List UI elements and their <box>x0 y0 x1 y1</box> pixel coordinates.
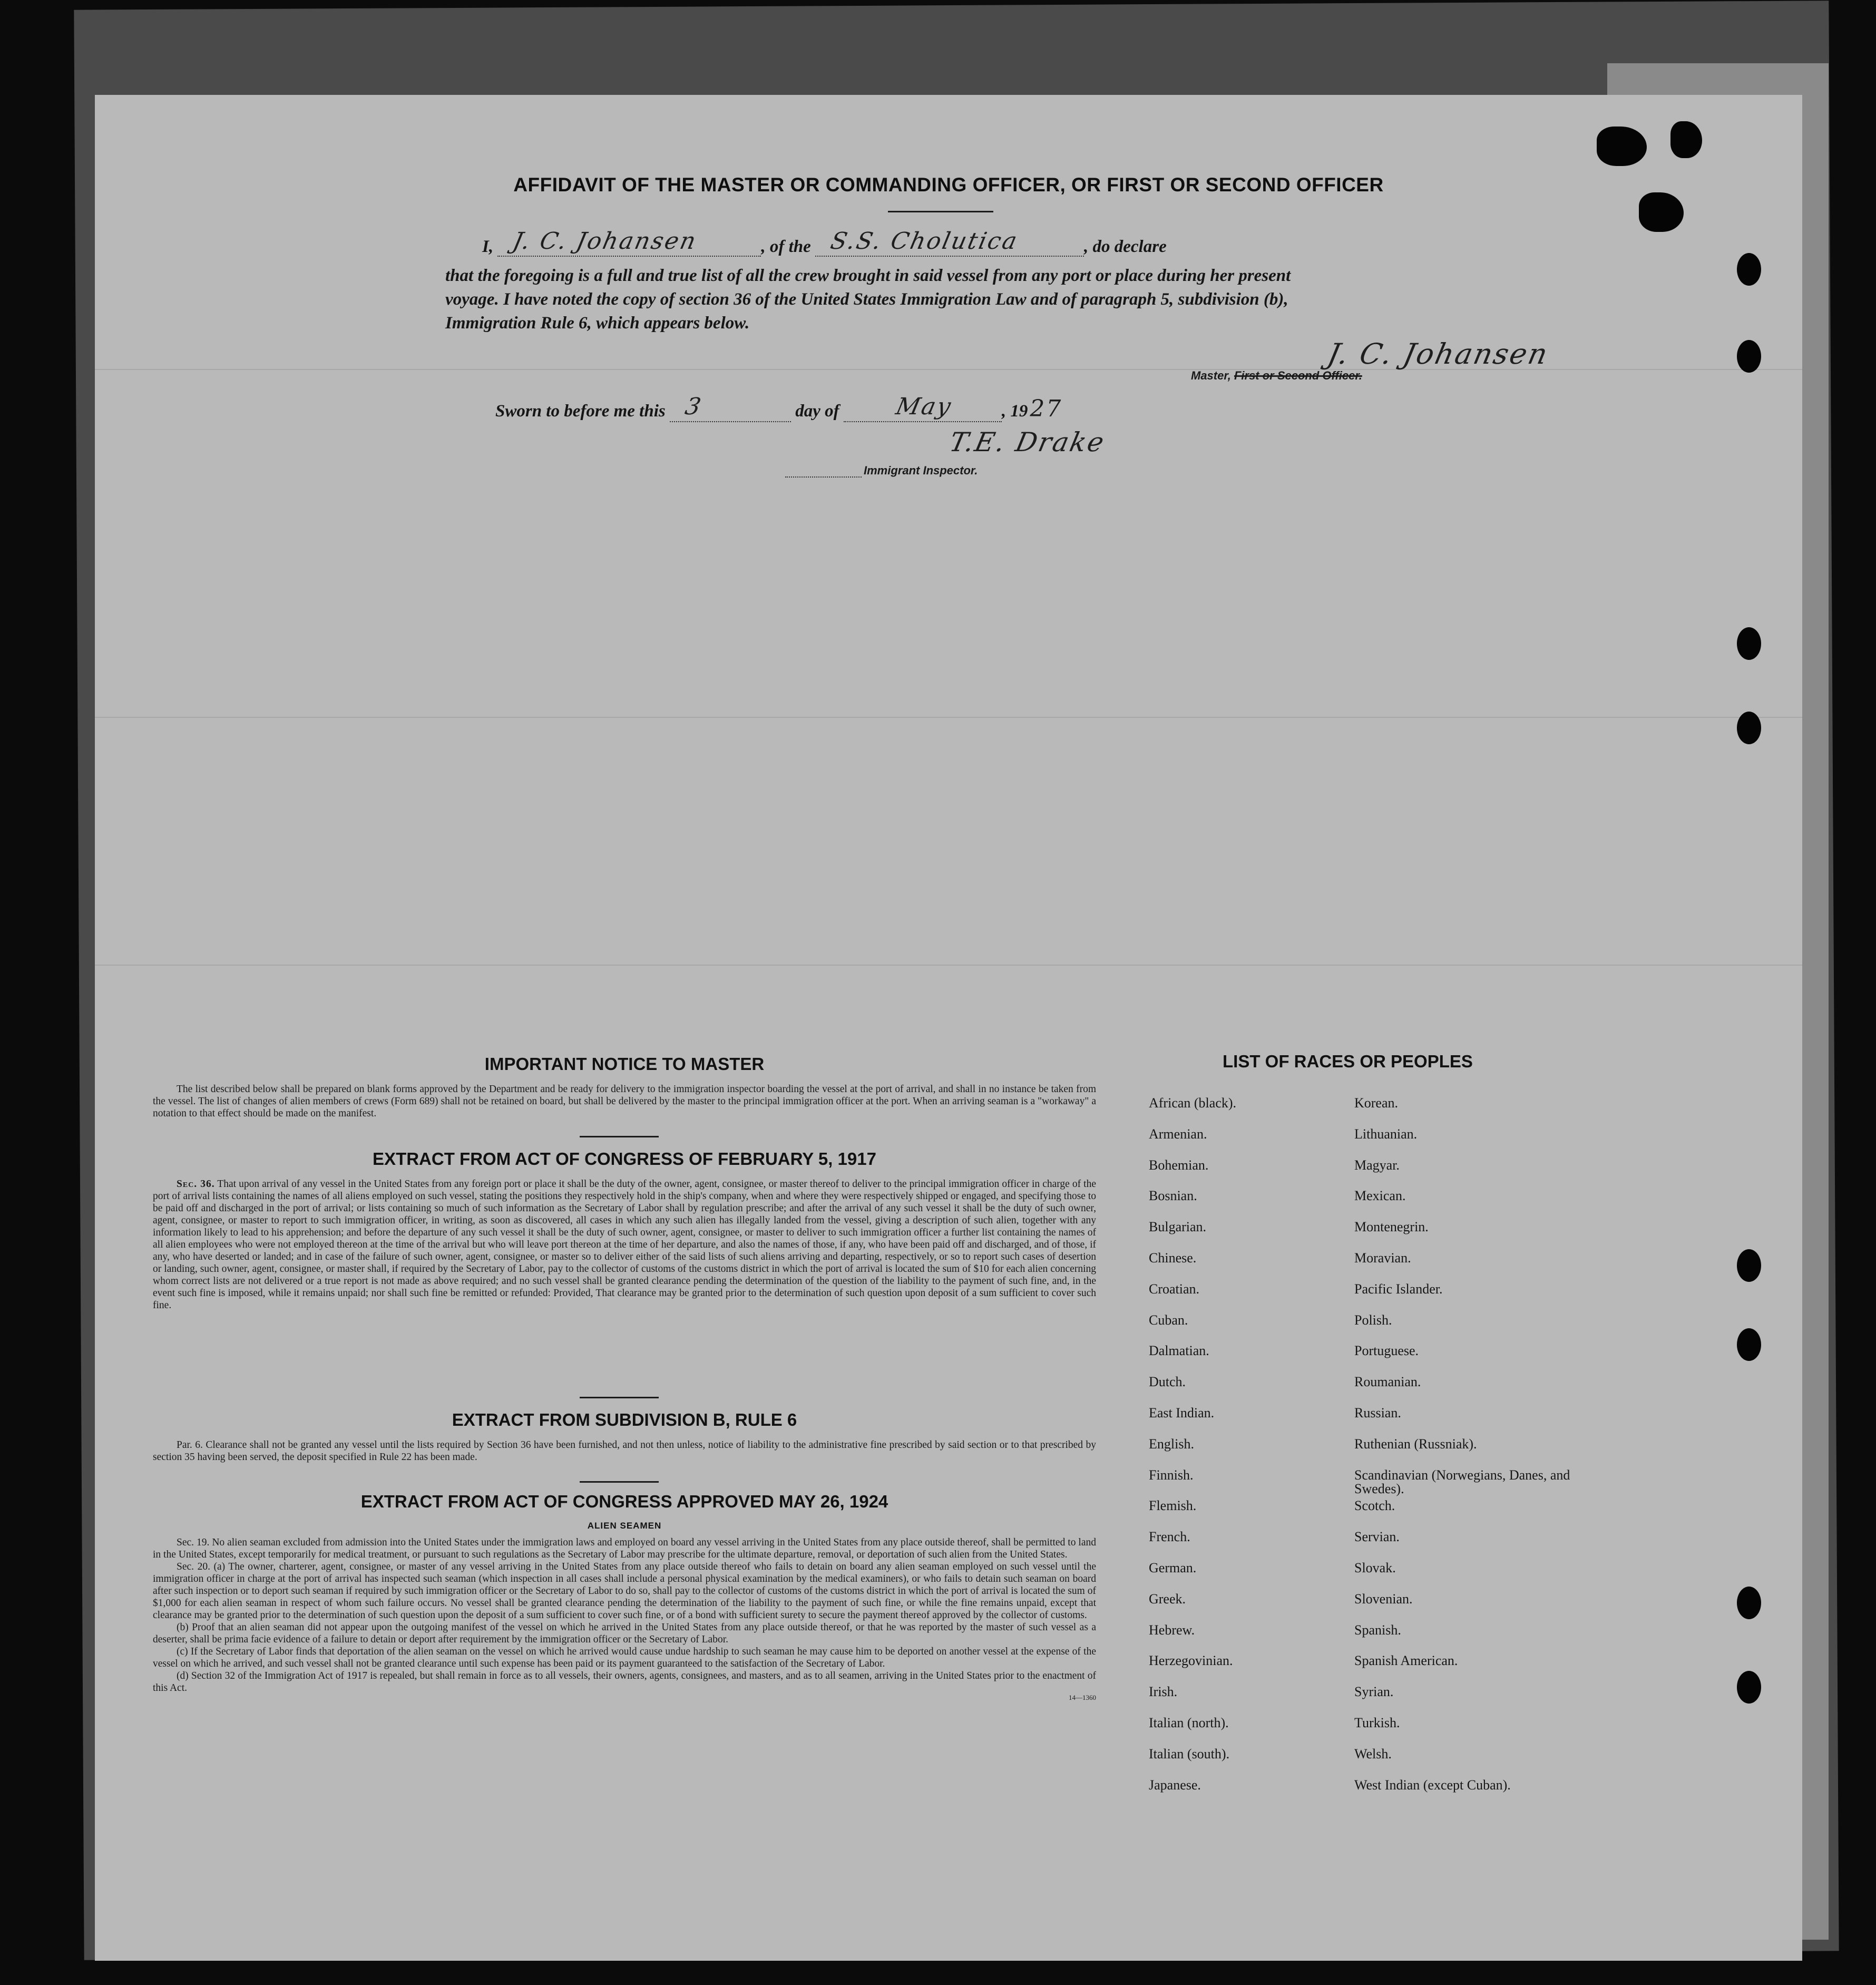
punch-hole <box>1737 1671 1761 1704</box>
vessel-name-field <box>815 228 1084 257</box>
sworn-day-field <box>670 393 791 422</box>
race-item: Italian (north). <box>1149 1715 1229 1730</box>
inspector-signature: T.E. Drake <box>946 427 1108 458</box>
master-name-field <box>497 228 761 257</box>
race-item: Polish. <box>1354 1312 1392 1328</box>
extract-1924-title: EXTRACT FROM ACT OF CONGRESS APPROVED MAY 26, 1924 <box>360 1492 888 1511</box>
section-20b-text: (b) Proof that an alien seaman did not appear upon the outgoing manifest of the vessel on which he arrived in the United States from any place outside thereof, or that he was reported by the master of such vessel as a deserter, shall be prima facie evidence of a failure to detain or deport after requirement by the immigration officer or the Secretary of Labor. <box>153 1622 1096 1645</box>
sworn-prefix: Sworn to before me this <box>495 402 666 421</box>
race-item: Pacific Islander. <box>1354 1281 1443 1297</box>
races-title: LIST OF RACES OR PEOPLES <box>1223 1052 1473 1071</box>
section-20c-text: (c) If the Secretary of Labor finds that deportation of the alien seaman on the vessel on which he arrived would cause undue hardship to such seaman he may cause him to be deported on another vessel at the expense of the vessel on which he arrived, and such vessel shall not be granted clearance until such expense has been paid or its payment guaranteed to the satisfaction of the Secretary of Labor. <box>153 1646 1096 1669</box>
notice-title: IMPORTANT NOTICE TO MASTER <box>484 1054 765 1074</box>
sworn-month-handwritten: May <box>893 393 955 420</box>
race-item: East Indian. <box>1149 1405 1215 1420</box>
race-item: Bulgarian. <box>1149 1219 1207 1235</box>
document-sheet <box>95 95 1802 1961</box>
punch-hole <box>1737 1328 1761 1361</box>
race-item: Ruthenian (Russniak). <box>1354 1436 1477 1452</box>
race-item: English. <box>1149 1436 1194 1452</box>
punch-hole <box>1737 627 1761 660</box>
race-item: Finnish. <box>1149 1467 1194 1483</box>
race-item: African (black). <box>1149 1095 1237 1111</box>
race-item: Italian (south). <box>1149 1746 1230 1762</box>
race-item: German. <box>1149 1560 1197 1575</box>
inspector-signature-line <box>785 471 862 478</box>
race-item: West Indian (except Cuban). <box>1354 1777 1511 1793</box>
struck-officer-label: First or Second Officer. <box>1234 369 1362 382</box>
punch-hole <box>1737 712 1761 744</box>
affidavit-line-3: voyage. I have noted the copy of section 36 of the United States Immigration Law and of paragraph 5, subdivision (b), <box>445 290 1288 309</box>
section-20a-text: Sec. 20. (a) The owner, charterer, agent, consignee, or master of any vessel arriving in the United States from any place outside thereof who fails to detain on board any alien seaman employed on such vessel until the immigration officer in charge at the port of arrival has inspected such seaman (which inspection in all cases shall include a personal physical examination by the medical examiners), or who fails to detain such seaman on board after such inspection or to deport such seaman if required by such immigration officer or the Secretary of Labor to do so, shall pay to the collector of customs of the customs district in which the port of arrival is located the sum of $1,000 for each alien seaman in respect of whom such failure occurs. No vessel shall be granted clearance pending the determination of the liability to the payment of such fine, or while the fine remains unpaid, except that clearance may be granted prior to the determination of such question upon the deposit of a sum sufficient to cover such fine, or of a bond with sufficient surety to secure the payment thereof approved by the collector of customs. <box>153 1561 1096 1621</box>
alien-seamen-subtitle: ALIEN SEAMEN <box>587 1521 662 1531</box>
race-item: Slovak. <box>1354 1560 1396 1575</box>
race-item: Magyar. <box>1354 1157 1400 1173</box>
race-item: Armenian. <box>1149 1126 1207 1142</box>
race-item: Greek. <box>1149 1591 1186 1607</box>
punch-hole <box>1737 340 1761 373</box>
sworn-year-handwritten: 27 <box>1030 395 1063 422</box>
extract-rule6-title: EXTRACT FROM SUBDIVISION B, RULE 6 <box>452 1410 797 1429</box>
race-item: Lithuanian. <box>1354 1126 1418 1142</box>
race-item: Montenegrin. <box>1354 1219 1429 1235</box>
race-item: Roumanian. <box>1354 1374 1421 1390</box>
affidavit-line-1 <box>482 228 1167 257</box>
race-item: Mexican. <box>1354 1188 1406 1204</box>
section-19-text: Sec. 19. No alien seaman excluded from admission into the United States under the immigration laws and employed on board any vessel arriving in the United States from any place outside thereof, shall be permitted to land in the United States, except temporarily for medical treatment, or pursuant to such regulations as the Secretary of Labor may prescribe for the ultimate departure, removal, or deportation of such alien from the United States. <box>153 1537 1096 1560</box>
race-item: Irish. <box>1149 1684 1178 1700</box>
race-item: Chinese. <box>1149 1250 1197 1266</box>
race-item: Dalmatian. <box>1149 1343 1209 1359</box>
notice-text: The list described below shall be prepared on blank forms approved by the Department and be ready for delivery to the immigration inspector boarding the vessel at the port of arrival, and shall in no instance be taken from the vessel. The list of changes of alien members of crews (Form 689) shall not be retained on board, but shall be delivered by the master to the principal immigration officer at the port. When an arriving seaman is a "workaway" a notation to that effect should be made on the manifest. <box>153 1084 1096 1119</box>
declaration-mid: , of the <box>761 237 811 256</box>
race-item: Korean. <box>1354 1095 1399 1111</box>
race-item: French. <box>1149 1529 1190 1545</box>
master-signature: J. C. Johansen <box>1324 337 1552 371</box>
form-number: 14—1360 <box>1069 1694 1096 1701</box>
affidavit-line-4: Immigration Rule 6, which appears below. <box>445 314 750 333</box>
race-item: Dutch. <box>1149 1374 1186 1390</box>
master-label: Master, <box>1191 369 1231 382</box>
punch-hole <box>1737 253 1761 286</box>
race-item: Bosnian. <box>1149 1188 1197 1204</box>
punch-hole <box>1737 1249 1761 1282</box>
section-divider <box>580 1136 659 1137</box>
affidavit-line-2: that the foregoing is a full and true list of all the crew brought in said vessel from any port or place during her present <box>445 266 1291 285</box>
race-item: Welsh. <box>1354 1746 1392 1762</box>
race-item: Portuguese. <box>1354 1343 1419 1359</box>
declaration-suffix: , do declare <box>1084 237 1167 256</box>
paper-tear-mark <box>1639 192 1684 232</box>
inspector-line <box>785 464 978 478</box>
race-item: Moravian. <box>1354 1250 1411 1266</box>
race-item: Turkish. <box>1354 1715 1400 1730</box>
affidavit-title-rule <box>888 211 993 212</box>
race-item: Scandinavian (Norwegians, Danes, and Swedes). <box>1354 1467 1570 1496</box>
race-item: Herzegovinian. <box>1149 1653 1233 1669</box>
race-item: Cuban. <box>1149 1312 1188 1328</box>
section-36-body: That upon arrival of any vessel in the United States from any foreign port or place it shall be the duty of the owner, agent, consignee, or master thereof to deliver to the principal immigration officer in charge of the port of arrival lists containing the names of all aliens employed on such vessel, stating the positions they respectively hold in the ship's company, when and where they were respectively shipped or engaged, and specifying those to be paid off and discharged in the port of arrival; or lists containing so much of such information as the Secretary of Labor shall by regulation prescribe; and after the arrival of any such vessel it shall be the duty of such owner, agent, consignee, or master to report to such immigration officer, in writing, as soon as discovered, all cases in which any such alien has illegally landed from the vessel, giving a description of such alien, together with any information likely to lead to his apprehension; and before the departure of any such vessel it shall be the duty of such owner, agent, consignee, or master to deliver to such immigration officer a further list containing the names of all alien employees who were not employed thereon at the time of the arrival but who will leave port thereon at the time of her departure, and also the names of those, if any, who have been paid off and discharged, and of those, if any, who have deserted or landed; and in case of the failure of such owner, agent, consignee, or master so to deliver either of the said lists of such aliens arriving and departing, respectively, or so to report such cases of desertion or landing, such owner, agent, consignee, or master shall, if required by the Secretary of Labor, pay to the collector of customs of the customs district in which the port of arrival is located the sum of $10 for each alien concerning whom correct lists are not delivered or a true report is not made as above required; and no such vessel shall be granted clearance pending the determination of the question of the liability to the payment of such fine, and, in the event such fine is imposed, while it remains unpaid; nor shall such fine be remitted or refunded: Provided, That clearance may be granted prior to the determination of such question upon deposit of a sum sufficient to cover such fine. <box>153 1179 1096 1311</box>
extract-rule6-text: Par. 6. Clearance shall not be granted any vessel until the lists required by Section 36 have been furnished, and not then unless, notice of liability to the administrative fine prescribed by said section or to that prescribed by section 35 having been served, the deposit specified in Rule 22 has been made. <box>153 1439 1096 1463</box>
section-divider <box>580 1397 659 1398</box>
vessel-name-handwritten: S.S. Cholutica <box>828 228 1021 255</box>
declaration-prefix: I, <box>482 237 494 256</box>
section-36-label: Sec. 36. <box>177 1179 215 1190</box>
race-item: Servian. <box>1354 1529 1400 1545</box>
race-item: Spanish American. <box>1354 1653 1458 1669</box>
extract-1917-title: EXTRACT FROM ACT OF CONGRESS OF FEBRUARY 5, 1917 <box>373 1149 876 1169</box>
section-20d-text: (d) Section 32 of the Immigration Act of 1917 is repealed, but shall remain in force as to all vessels, their owners, agents, consignees, and masters, and as to all seamen, arriving in the United States prior to the enactment of this Act. <box>153 1670 1096 1694</box>
extract-1917-text <box>153 1178 1096 1311</box>
race-item: Japanese. <box>1149 1777 1201 1793</box>
show-through-line <box>95 369 1802 370</box>
race-item: Flemish. <box>1149 1498 1197 1514</box>
paper-tear-mark <box>1597 127 1647 166</box>
race-item: Syrian. <box>1354 1684 1394 1700</box>
sworn-day-handwritten: 3 <box>682 393 705 420</box>
race-item: Scotch. <box>1354 1498 1395 1514</box>
race-item: Hebrew. <box>1149 1622 1195 1638</box>
sworn-mid: day of <box>795 402 839 421</box>
punch-hole <box>1737 1587 1761 1619</box>
race-item: Spanish. <box>1354 1622 1401 1638</box>
race-item: Russian. <box>1354 1405 1401 1420</box>
sworn-year-prefix: , 19 <box>1001 402 1028 421</box>
section-divider <box>580 1481 659 1483</box>
paper-tear-mark <box>1670 121 1702 158</box>
sworn-line <box>495 393 1063 422</box>
affidavit-title: AFFIDAVIT OF THE MASTER OR COMMANDING OFFICER, OR FIRST OR SECOND OFFICER <box>513 174 1384 196</box>
race-item: Croatian. <box>1149 1281 1200 1297</box>
signature-label <box>1191 369 1362 383</box>
race-item: Slovenian. <box>1354 1591 1413 1607</box>
master-name-handwritten: J. C. Johansen <box>510 228 700 255</box>
race-item: Bohemian. <box>1149 1157 1209 1173</box>
extract-1924-body <box>153 1536 1096 1701</box>
inspector-label: Immigrant Inspector. <box>864 464 978 477</box>
sworn-month-field <box>844 393 1002 422</box>
